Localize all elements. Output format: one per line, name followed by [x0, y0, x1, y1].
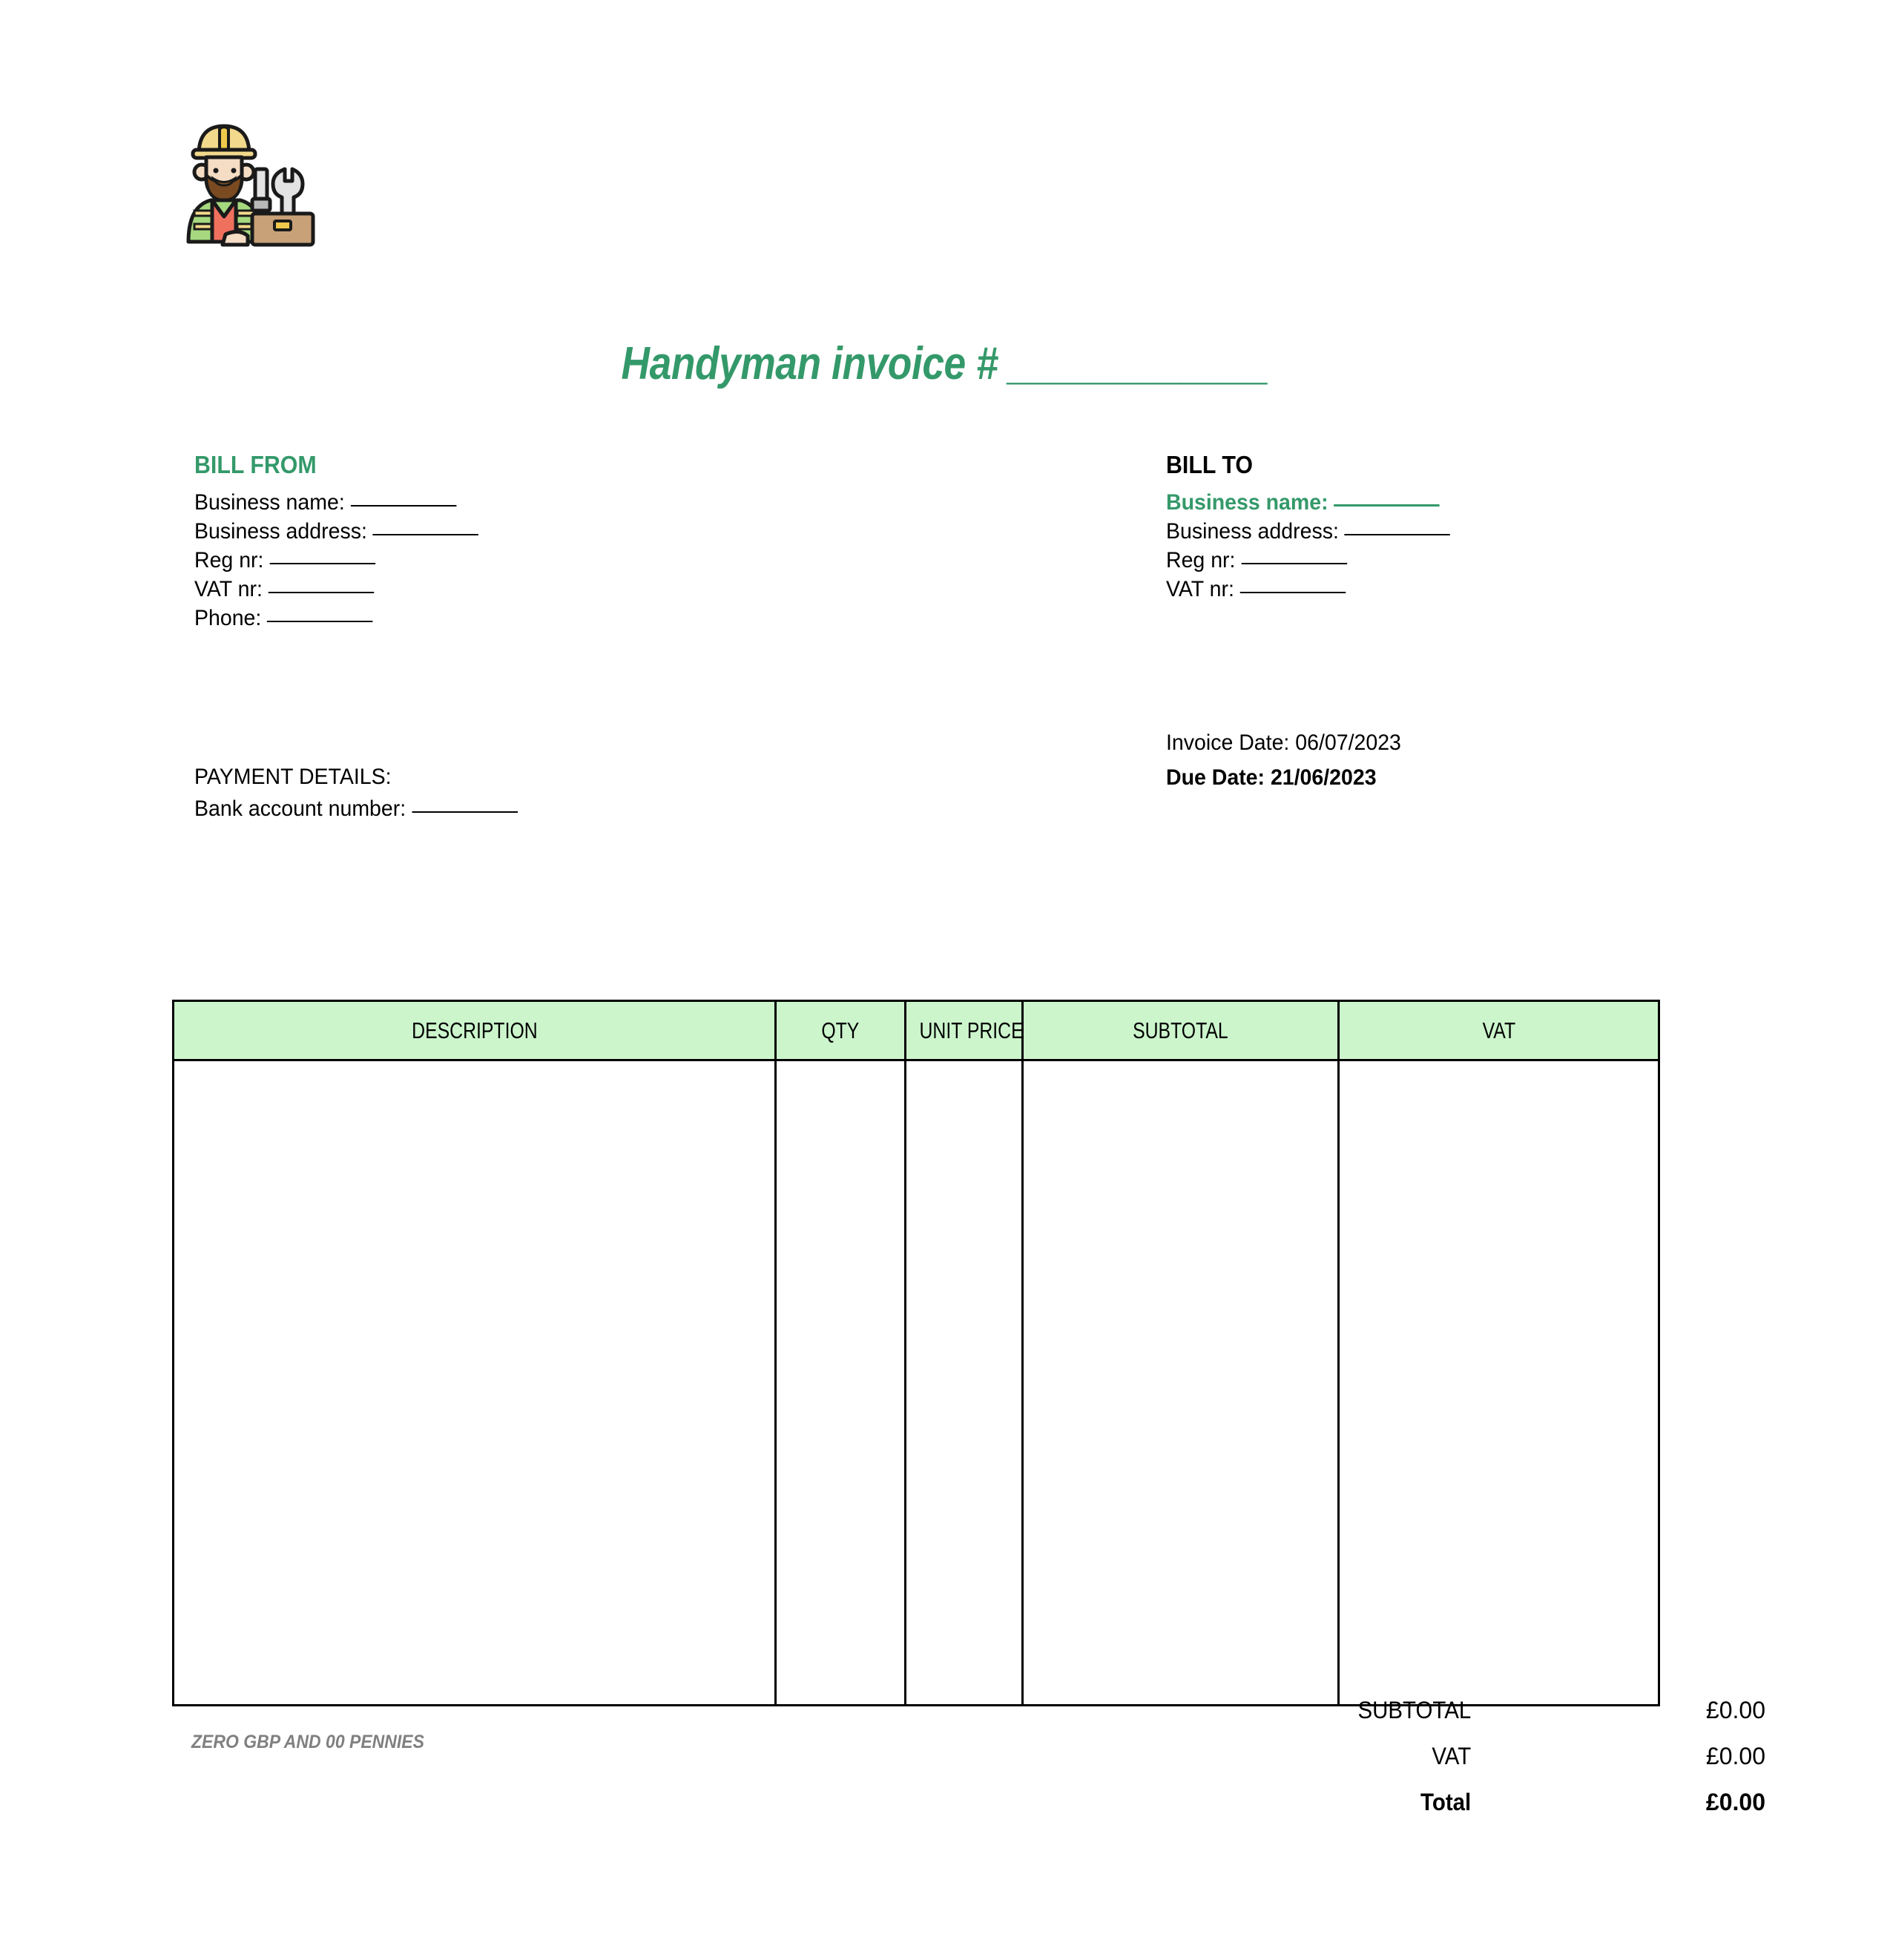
totals-value: £0.00 [1705, 1789, 1765, 1815]
totals-label: SUBTOTAL [1357, 1697, 1472, 1723]
field-blank[interactable] [269, 563, 375, 564]
column-label: QTY [821, 1017, 860, 1043]
payment-details-block [194, 761, 862, 825]
totals-row-total [1098, 1789, 1765, 1835]
column-header-qty [776, 1001, 906, 1060]
bill-from-heading: BILL FROM [194, 451, 317, 478]
field-label: Business name: [1166, 490, 1328, 515]
bill-to-business-address [1166, 517, 1800, 546]
field-label: Business address: [1166, 519, 1339, 544]
field-blank[interactable] [373, 534, 479, 535]
field-blank[interactable] [1334, 504, 1440, 507]
handyman-worker-toolbox-icon [172, 104, 320, 252]
totals-block [1098, 1697, 1765, 1835]
totals-value: £0.00 [1705, 1743, 1765, 1769]
totals-label: Total [1420, 1789, 1472, 1815]
bill-to-vat-nr [1166, 575, 1800, 604]
bill-to-business-name [1166, 488, 1800, 517]
field-label: VAT nr: [194, 577, 263, 601]
bill-to-heading: BILL TO [1166, 451, 1253, 478]
field-blank[interactable] [267, 621, 373, 622]
table-body [174, 1060, 1659, 1706]
bank-account-number [194, 793, 829, 825]
field-label: VAT nr: [1166, 577, 1234, 601]
cell-vat[interactable] [1339, 1060, 1659, 1706]
bill-from-reg-nr [194, 546, 829, 575]
table-header-row [174, 1001, 1659, 1060]
column-label: UNIT PRICE [919, 1017, 1024, 1043]
due-date: Due Date: 21/06/2023 [1166, 765, 1377, 790]
field-label: Reg nr: [194, 548, 264, 573]
invoice-date: Invoice Date: 06/07/2023 [1166, 730, 1401, 755]
totals-row-subtotal [1098, 1697, 1765, 1743]
cell-unit-price[interactable] [905, 1060, 1022, 1706]
field-blank[interactable] [269, 592, 375, 593]
column-header-unit-price [905, 1001, 1022, 1060]
field-blank[interactable] [412, 811, 518, 813]
column-header-description [174, 1001, 776, 1060]
bill-from-phone [194, 604, 829, 633]
table-header [174, 1001, 1659, 1060]
field-blank[interactable] [351, 505, 457, 507]
dates-block [1166, 725, 1834, 795]
column-label: SUBTOTAL [1133, 1017, 1228, 1043]
bill-from-business-address [194, 517, 829, 546]
field-label: Reg nr: [1166, 548, 1236, 573]
cell-description[interactable] [174, 1060, 776, 1706]
column-label: VAT [1482, 1017, 1515, 1043]
field-label: Bank account number: [194, 796, 406, 821]
column-header-vat [1339, 1001, 1659, 1060]
field-label: Business address: [194, 519, 367, 544]
line-items-table [172, 1000, 1660, 1706]
table-row [174, 1060, 1659, 1706]
bill-from-vat-nr [194, 575, 829, 604]
field-label: Business name: [194, 490, 345, 515]
field-blank[interactable] [1240, 592, 1346, 593]
totals-row-vat [1098, 1743, 1765, 1789]
totals-value: £0.00 [1705, 1697, 1765, 1723]
field-blank[interactable] [1345, 534, 1451, 535]
field-label: Phone: [194, 606, 262, 630]
bill-to-reg-nr [1166, 546, 1800, 575]
page-title: Handyman invoice # ____________ [621, 338, 1269, 389]
totals-label: VAT [1432, 1743, 1472, 1769]
cell-qty[interactable] [776, 1060, 906, 1706]
bill-from-business-name [194, 488, 829, 517]
bill-to-block [1166, 451, 1834, 604]
amount-in-words: ZERO GBP AND 00 PENNIES [191, 1732, 424, 1752]
cell-subtotal[interactable] [1022, 1060, 1338, 1706]
bill-from-block [194, 451, 862, 633]
field-blank[interactable] [1241, 563, 1347, 564]
column-label: DESCRIPTION [411, 1017, 538, 1043]
payment-details-heading: PAYMENT DETAILS: [194, 765, 392, 789]
column-header-subtotal [1022, 1001, 1338, 1060]
